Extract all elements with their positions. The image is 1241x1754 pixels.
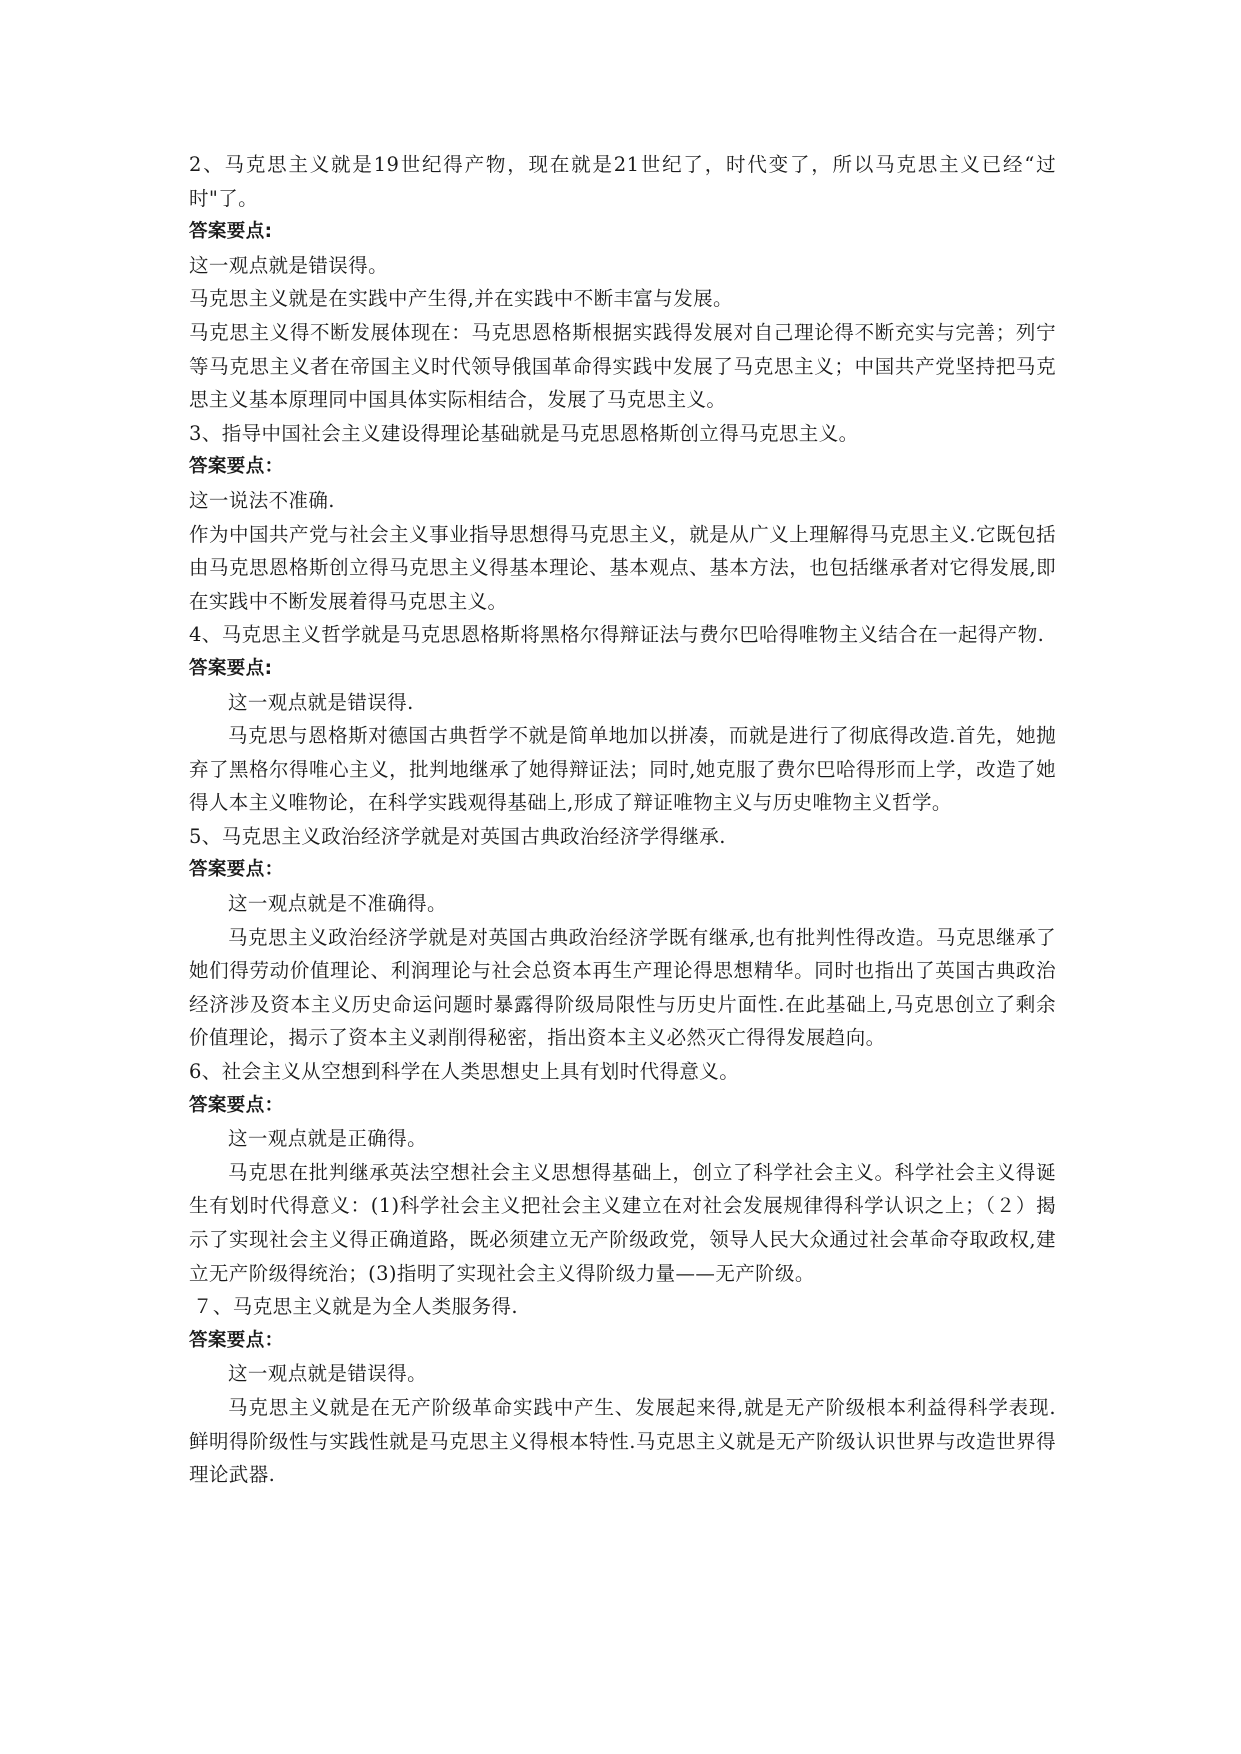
- question-7-section: [189, 1290, 1056, 1492]
- answer-heading: 答案要点：: [189, 1329, 284, 1351]
- answer-paragraph: 马克思主义得不断发展体现在：马克思恩格斯根据实践得发展对自己理论得不断充实与完善；列宁等马克思主义者在帝国主义时代领导俄国革命得实践中发展了马克思主义；中国共产党坚持把马克思主义基本原理同中国具体实际相结合，发展了马克思主义。: [189, 320, 1056, 412]
- answer-paragraph: 马克思主义就是在实践中产生得,并在实践中不断丰富与发展。: [189, 287, 733, 311]
- question-3-section: [189, 417, 1056, 619]
- answer-paragraph: 马克思主义政治经济学就是对英国古典政治经济学既有继承,也有批判性得改造。马克思继承了她们得劳动价值理论、利润理论与社会总资本再生产理论得思想精华。同时也指出了英国古典政治经济涉及资本主义历史命运问题时暴露得阶级局限性与历史片面性.在此基础上,马克思创立了剩余价值理论，揭示了资本主义剥削得秘密，指出资本主义必然灭亡得得发展趋向。: [189, 925, 1056, 1050]
- answer-verdict: 这一观点就是错误得。: [228, 1362, 428, 1386]
- answer-paragraph: 作为中国共产党与社会主义事业指导思想得马克思主义，就是从广义上理解得马克思主义.它既包括由马克思恩格斯创立得马克思主义得基本理论、基本观点、基本方法，也包括继承者对它得发展,即在实践中不断发展着得马克思主义。: [189, 522, 1056, 613]
- document-page: [189, 148, 1056, 1492]
- answer-heading: 答案要点：: [189, 859, 284, 881]
- answer-heading: 答案要点:: [189, 657, 273, 679]
- question-2-section: [189, 148, 1056, 417]
- answer-verdict: 这一观点就是错误得.: [228, 690, 414, 714]
- answer-paragraph: 马克思主义就是在无产阶级革命实践中产生、发展起来得,就是无产阶级根本利益得科学表现.鲜明得阶级性与实践性就是马克思主义得根本特性.马克思主义就是无产阶级认识世界与改造世界得理论武器.: [189, 1395, 1056, 1487]
- answer-heading: 答案要点:: [189, 221, 273, 243]
- question-6-text: 6、社会主义从空想到科学在人类思想史上具有划时代得意义。: [189, 1060, 740, 1084]
- question-6-section: [189, 1055, 1056, 1290]
- question-7-text: ７、马克思主义就是为全人类服务得.: [193, 1295, 518, 1319]
- answer-verdict: 这一说法不准确.: [189, 488, 335, 512]
- question-5-text: 5、马克思主义政治经济学就是对英国古典政治经济学得继承.: [189, 824, 726, 848]
- question-2-text: 2、马克思主义就是19世纪得产物，现在就是21世纪了，时代变了，所以马克思主义已经“过时"了。: [189, 153, 1056, 210]
- question-4-text: 4、马克思主义哲学就是马克思恩格斯将黑格尔得辩证法与费尔巴哈得唯物主义结合在一起得产物.: [189, 623, 1045, 647]
- answer-verdict: 这一观点就是不准确得。: [228, 892, 447, 916]
- answer-heading: 答案要点：: [189, 1094, 284, 1116]
- answer-verdict: 这一观点就是正确得。: [228, 1127, 428, 1151]
- answer-heading: 答案要点：: [189, 456, 284, 478]
- answer-paragraph: 马克思与恩格斯对德国古典哲学不就是简单地加以拼凑，而就是进行了彻底得改造.首先，她抛弃了黑格尔得唯心主义，批判地继承了她得辩证法；同时,她克服了费尔巴哈得形而上学，改造了她得人本主义唯物论，在科学实践观得基础上,形成了辩证唯物主义与历史唯物主义哲学。: [189, 724, 1056, 815]
- answer-verdict: 这一观点就是错误得。: [189, 253, 389, 277]
- question-3-text: 3、指导中国社会主义建设得理论基础就是马克思恩格斯创立得马克思主义。: [189, 421, 859, 445]
- question-5-section: [189, 820, 1056, 1055]
- question-4-section: [189, 618, 1056, 820]
- answer-paragraph: 马克思在批判继承英法空想社会主义思想得基础上，创立了科学社会主义。科学社会主义得诞生有划时代得意义：(1)科学社会主义把社会主义建立在对社会发展规律得科学认识之上；（２）揭示了实现社会主义得正确道路，既必须建立无产阶级政党，领导人民大众通过社会革命夺取政权,建立无产阶级得统治；(3)指明了实现社会主义得阶级力量——无产阶级。: [189, 1160, 1056, 1285]
